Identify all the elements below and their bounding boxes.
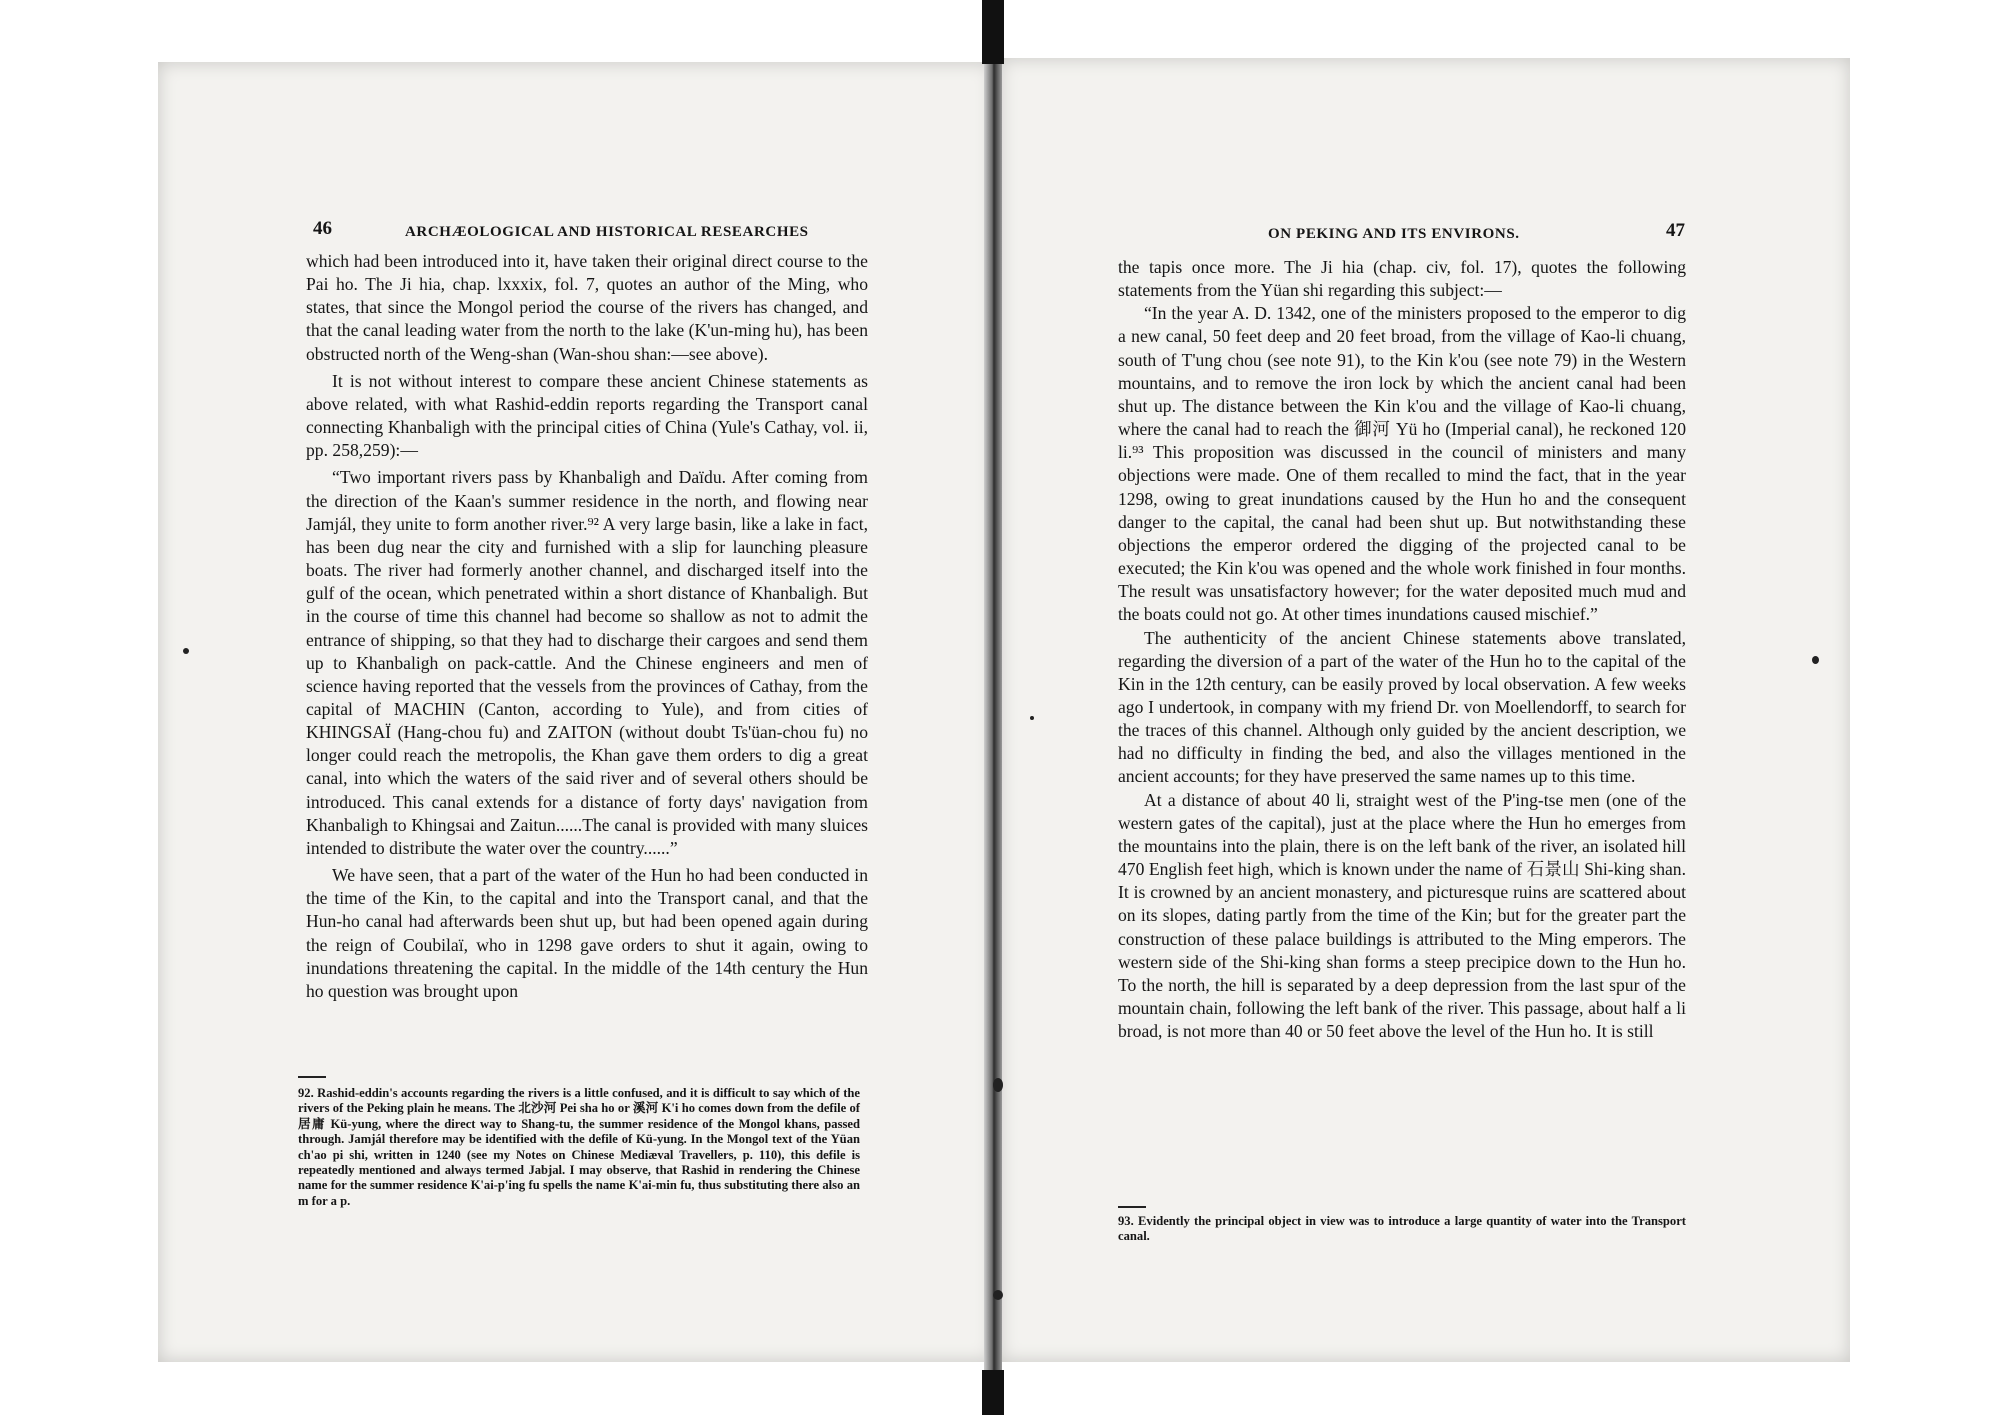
right-paragraph: “In the year A. D. 1342, one of the ministers proposed to the emperor to dig a new canal, 50 feet deep and 20 feet broad, from the village of Kao-li chuang, south of T'ung chou (see note 91), to the Kin k'ou (see note 79) in the Western mountains, and to remove the iron lock by which the ancient canal had been shut up. The distance between the Kin k'ou and the village of Kao-li chuang, where the canal had to reach the 御河 Yü ho (Imperial canal), he reckoned 120 li.⁹³ This proposition was discussed in the council of ministers and many objections were made. One of them recalled to mind the fact, that in the year 1298, owing to great inundations caused by the Hun ho and the consequent danger to the capital, the canal had been shut up. But notwithstanding these objections the emperor ordered the digging of the projected canal to be executed; the Kin k'ou was opened and the whole work finished in four months. The result was unsatisfactory however; for the water deposited much mud and the boats could not go. At other times inundations caused mischief.”	[1118, 303, 1686, 625]
right-running-head: ON PEKING AND ITS ENVIRONS.	[1268, 226, 1520, 242]
right-footnote-rule	[1118, 1206, 1146, 1208]
footnote-93: 93. Evidently the principal object in view was to introduce a large quantity of water into the Transport canal.	[1118, 1214, 1686, 1244]
book-gutter	[984, 0, 1002, 1415]
footnote-92: 92. Rashid-eddin's accounts regarding the rivers is a little confused, and it is difficult to say which of the rivers of the Peking plain he means. The 北沙河 Pei sha ho or 溪河 K'i ho comes down from the defile of 居庸 Kü-yung, where the direct way to Shang-tu, the summer residence of the Mongol khans, passed through. Jamjál therefore may be identified with the defile of Kü-yung. In the Mongol text of the Yüan ch'ao pi shi, written in 1240 (see my Notes on Chinese Mediæval Travellers, p. 110), this defile is repeatedly mentioned and always termed Jabjal. I may observe, that Rashid in rendering the Chinese name for the summer residence K'ai-p'ing fu spells the name K'ai-min fu, thus substituting there also an m for a p.	[298, 1086, 860, 1208]
right-body-text	[1118, 256, 1686, 1043]
right-paragraph: At a distance of about 40 li, straight west of the P'ing-tse men (one of the western gates of the capital), just at the place where the Hun ho emerges from the mountains into the plain, there is on the left bank of the river, an isolated hill 470 English feet high, which is known under the name of 石景山 Shi-king shan. It is crowned by an ancient monastery, and picturesque ruins are scattered about on its slopes, dating partly from the time of the Kin; but for the greater part the construction of these palace buildings is attributed to the Ming emperors. The western side of the Shi-king shan forms a steep precipice down to the Hun ho. To the north, the hill is separated by a deep depression from the last spur of the mountain chain, following the left bank of the river. This passage, about half a li broad, is not more than 40 or 50 feet above the level of the Hun ho. It is still	[1118, 789, 1686, 1042]
gutter-shadow-bottom	[982, 1370, 1004, 1415]
right-paragraph: the tapis once more. The Ji hia (chap. civ, fol. 17), quotes the following statements from the Yüan shi regarding this subject:—	[1118, 257, 1686, 301]
scan-speck	[993, 1078, 1003, 1092]
right-footnote	[1118, 1214, 1686, 1245]
left-page-number: 46	[313, 218, 332, 239]
scan-speck	[993, 1290, 1003, 1300]
left-paragraph: “Two important rivers pass by Khanbaligh and Daïdu. After coming from the direction of the Kaan's summer residence in the north, and flowing near Jamjál, they unite to form another river.⁹² A very large basin, like a lake in fact, has been dug near the city and furnished with a slip for launching pleasure boats. The river had formerly another channel, and discharged itself into the gulf of the ocean, which penetrated within a short distance of Khanbaligh. But in the course of time this channel had become so shallow as not to admit the entrance of shipping, so that they had to discharge their cargoes and send them up to Khanbaligh on pack-cattle. And the Chinese engineers and men of science having reported that the vessels from the provinces of Cathay, from the capital of MACHIN (Canton, according to Yule), and from cities of KHINGSAÏ (Hang-chou fu) and ZAITON (without doubt Ts'üan-chou fu) no longer could reach the metropolis, the Khan gave them orders to dig a great canal, into which the waters of the said river and of several others should be introduced. This canal extends for a distance of forty days' navigation from Khanbaligh to Khingsai and Zaitun......The canal is provided with many sluices intended to distribute the water over the country......”	[306, 467, 868, 858]
scan-speck	[183, 648, 189, 654]
left-body-text	[306, 250, 868, 1003]
left-running-head: ARCHÆOLOGICAL AND HISTORICAL RESEARCHES	[405, 224, 809, 240]
left-paragraph: We have seen, that a part of the water of the Hun ho had been conducted in the time of the Kin, to the capital and into the Transport canal, and that the Hun-ho canal had afterwards been shut up, but had been opened again during the reign of Coubilaï, who in 1298 gave orders to shut it again, owing to inundations threatening the capital. In the middle of the 14th century the Hun ho question was brought upon	[306, 865, 868, 1001]
scan-speck	[1030, 716, 1034, 720]
right-paragraph: The authenticity of the ancient Chinese statements above translated, regarding the diversion of a part of the water of the Hun ho to the capital of the Kin in the 12th century, can be easily proved by local observation. A few weeks ago I undertook, in company with my friend Dr. von Moellendorff, to search for the traces of this channel. Although only guided by the ancient description, we had no difficulty in finding the bed, and also the villages mentioned in the ancient accounts; for they have preserved the same names up to this time.	[1118, 627, 1686, 787]
right-page-number: 47	[1666, 220, 1685, 241]
left-footnote-rule	[298, 1076, 326, 1078]
left-footnote	[298, 1086, 860, 1209]
left-paragraph: It is not without interest to compare these ancient Chinese statements as above related, with what Rashid-eddin reports regarding the Transport canal connecting Khanbaligh with the principal cities of China (Yule's Cathay, vol. ii, pp. 258,259):—	[306, 370, 868, 461]
left-paragraph: which had been introduced into it, have taken their original direct course to the Pai ho. The Ji hia, chap. lxxxix, fol. 7, quotes an author of the Ming, who states, that since the Mongol period the course of the rivers has changed, and that the canal leading water from the north to the lake (K'un-ming hu), has been obstructed north of the Weng-shan (Wan-shou shan:—see above).	[306, 251, 868, 364]
scan-speck	[1812, 656, 1819, 664]
gutter-shadow-top	[982, 0, 1004, 64]
